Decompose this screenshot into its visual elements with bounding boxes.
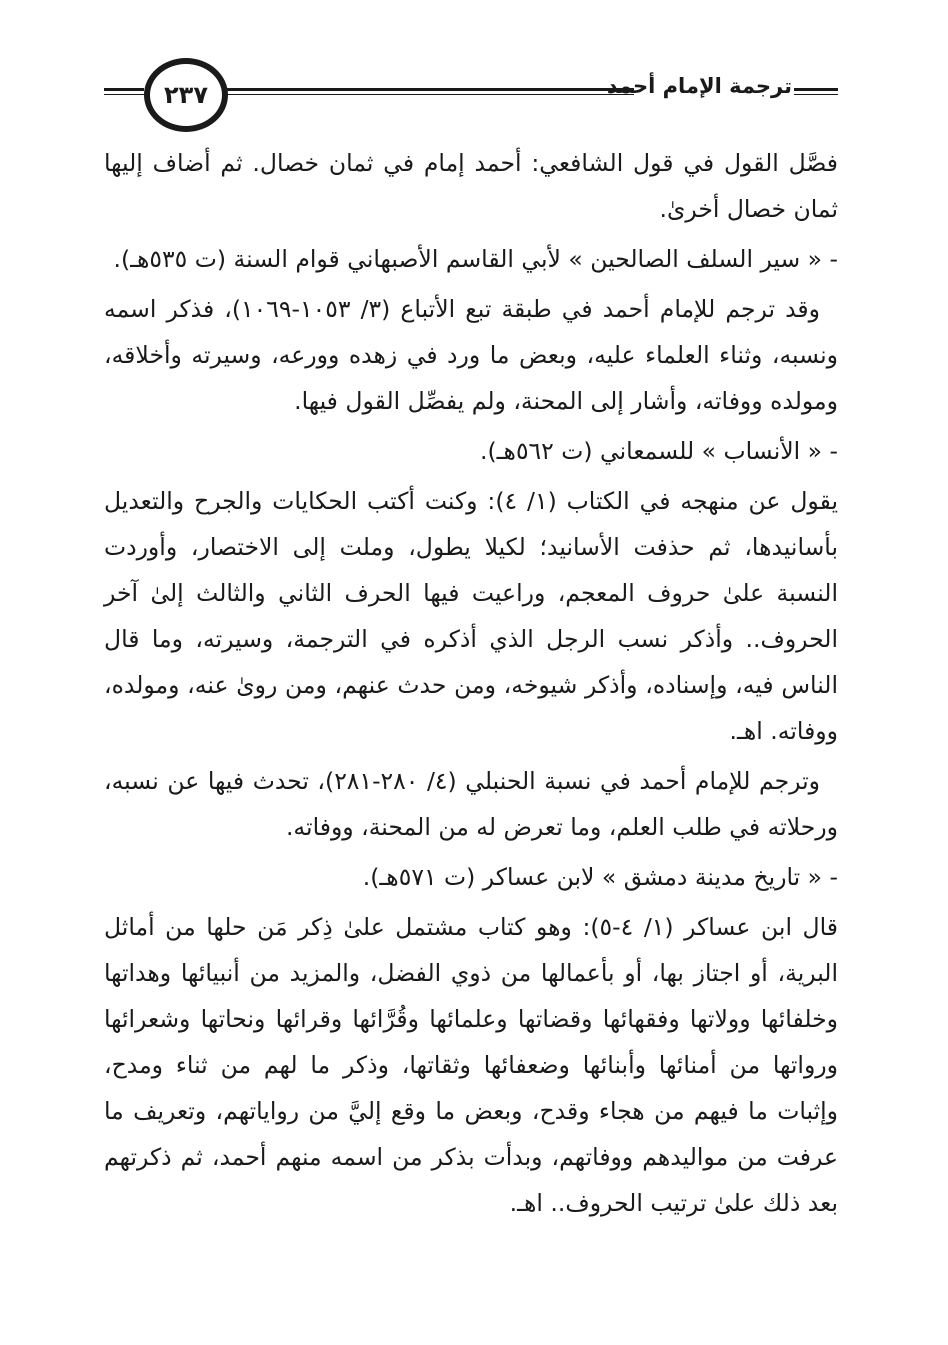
running-title: ترجمة الإمام أحمد: [606, 74, 792, 98]
paragraph: يقول عن منهجه في الكتاب (١/ ٤): وكنت أكتب الحكايات والجرح والتعديل بأسانيدها، ثم حذفت الأسانيد؛ لكيلا يطول، وملت إلى الاختصار، وأوردت النسبة علىٰ حروف المعجم، وراعيت فيها الحرف الثاني والثالث إلىٰ آخر الحروف.. وأذكر نسب الرجل الذي أذكره في الترجمة، وسيرته، وما قال الناس فيه، وإسناده، وأذكر شيوخه، ومن حدث عنهم، ومن روىٰ عنه، ومولده، ووفاته. اهـ.: [104, 487, 838, 745]
book-entry: - « سير السلف الصالحين » لأبي القاسم الأصبهاني قوام السنة (ت ٥٣٥هـ).: [113, 245, 838, 273]
paragraph: فصَّل القول في قول الشافعي: أحمد إمام في ثمان خصال. ثم أضاف إليها ثمان خصال أخرىٰ.: [104, 149, 838, 223]
page-body: [104, 140, 838, 1230]
paragraph: وترجم للإمام أحمد في نسبة الحنبلي (٤/ ٢٨٠-٢٨١)، تحدث فيها عن نسبه، ورحلاته في طلب العلم، وما تعرض له من المحنة، ووفاته.: [104, 767, 838, 841]
page-number-badge: [144, 58, 228, 132]
header-rule-left: [104, 88, 144, 95]
page-number: ٢٣٧: [164, 81, 208, 109]
book-entry: - « الأنساب » للسمعاني (ت ٥٦٢هـ).: [480, 437, 838, 465]
paragraph: وقد ترجم للإمام أحمد في طبقة تبع الأتباع (٣/ ١٠٥٣-١٠٦٩)، فذكر اسمه ونسبه، وثناء العلماء عليه، وبعض ما ورد في زهده وورعه، وسيرته وأخلاقه، ومولده ووفاته، وأشار إلى المحنة، ولم يفصِّل القول فيها.: [104, 295, 838, 415]
book-entry: - « تاريخ مدينة دمشق » لابن عساكر (ت ٥٧١هـ).: [362, 863, 838, 891]
paragraph: قال ابن عساكر (١/ ٤-٥): وهو كتاب مشتمل علىٰ ذِكر مَن حلها من أماثل البرية، أو اجتاز بها، أو بأعمالها من ذوي الفضل، والمزيد من أنبيائها وهداتها وخلفائها وولاتها وفقهائها وقضاتها وعلمائها وقُرَّائها وقرائها ونحاتها وشعرائها ورواتها من أمنائها وأبنائها وضعفائها وثقاتها، وذكر ما لهم من ثناء ومدح، وإثبات ما فيهم من هجاء وقدح، وبعض ما وقع إليَّ من رواياتهم، وتعريف ما عرفت من مواليدهم ووفاتهم، وبدأت بذكر من اسمه منهم أحمد، ثم ذكرتهم بعد ذلك علىٰ ترتيب الحروف.. اهـ.: [104, 913, 839, 1217]
header-rule-right: [794, 88, 838, 95]
header-rule-middle: [226, 88, 634, 95]
page-header: [104, 58, 838, 138]
